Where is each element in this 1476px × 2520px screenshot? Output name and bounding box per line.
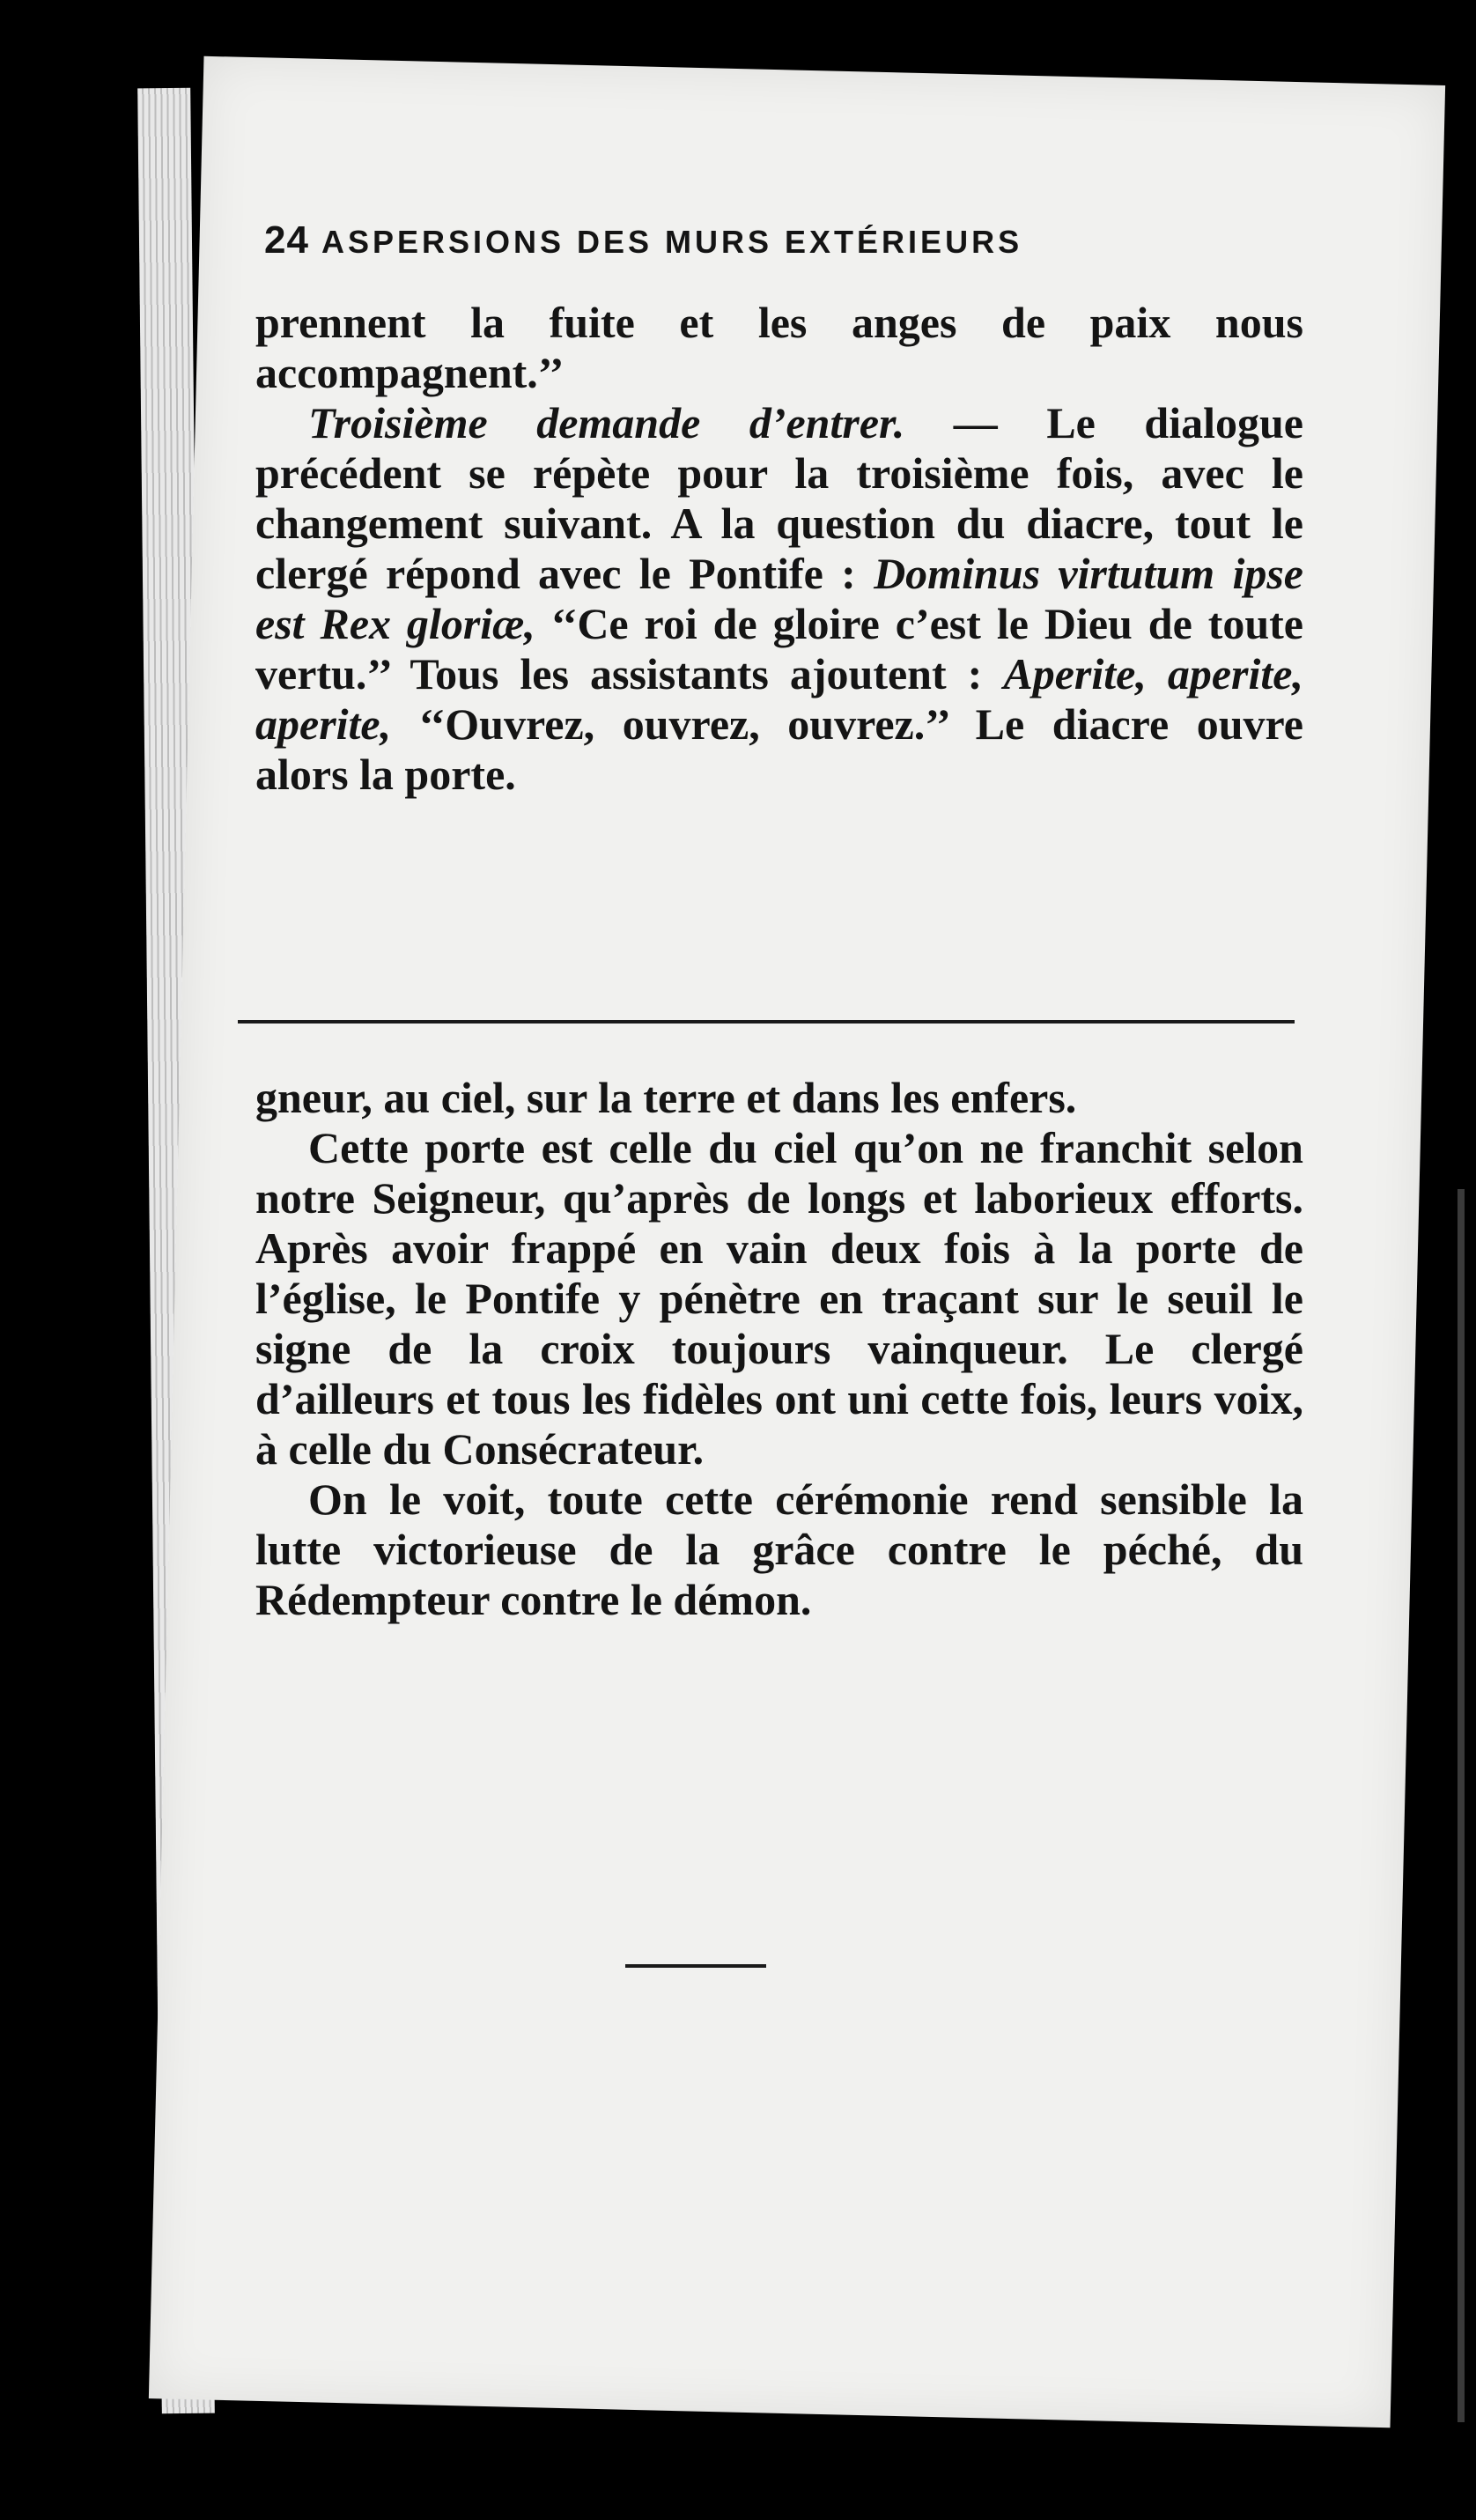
paragraph-continuation: prennent la fuite et les anges de paix nous accompagnent.’’ [255, 298, 1303, 397]
latin-phrase: Aperite, aperite, aperite, [255, 649, 1303, 749]
paragraph-conclusion: On le voit, toute cette cérémonie rend sensible la lutte victorieuse de la grâce contre le péché, du Rédempteur contre le démon. [255, 1474, 1303, 1624]
end-rule [625, 1964, 766, 1968]
text-segment: ‘‘Ce roi de gloire c’est le Dieu de toute vertu.’’ Tous les assistants ajoutent : [255, 599, 1303, 698]
bottom-text-block [255, 1073, 1303, 1625]
binding-edge [1458, 1189, 1465, 2422]
text-segment: ‘‘Ouvrez, ouvrez, ouvrez.’’ Le diacre ouvre alors la porte. [255, 699, 1303, 799]
running-head-title: ASPERSIONS DES MURS EXTÉRIEURS [321, 224, 1023, 260]
heading-dash: — [904, 398, 1047, 447]
running-header [264, 218, 1286, 262]
text-segment: Le dialogue précédent se répète pour la troisième fois, avec le changement suivant. A la question du diacre, tout le clergé répond avec le Pontife : [255, 398, 1304, 598]
paragraph-door-of-heaven: Cette porte est celle du ciel qu’on ne franchit selon notre Seigneur, qu’après de longs et laborieux efforts. Après avoir frappé en vain deux fois à la porte de l’église, le Pontife y pénètre en traçant sur le seuil le signe de la croix toujours vainqueur. Le clergé d’ailleurs et tous les fidèles ont uni cette fois, leurs voix, à celle du Consécrateur. [255, 1123, 1303, 1474]
section-divider [238, 1020, 1295, 1024]
paragraph-continuation: gneur, au ciel, sur la terre et dans les enfers. [255, 1073, 1077, 1122]
paragraph-third-request [255, 398, 1303, 800]
page-number: 24 [264, 218, 309, 262]
latin-phrase: Dominus virtutum ipse est Rex gloriæ, [255, 549, 1303, 648]
top-text-block [255, 298, 1303, 800]
section-heading: Troisième demande d’entrer. [308, 398, 905, 447]
